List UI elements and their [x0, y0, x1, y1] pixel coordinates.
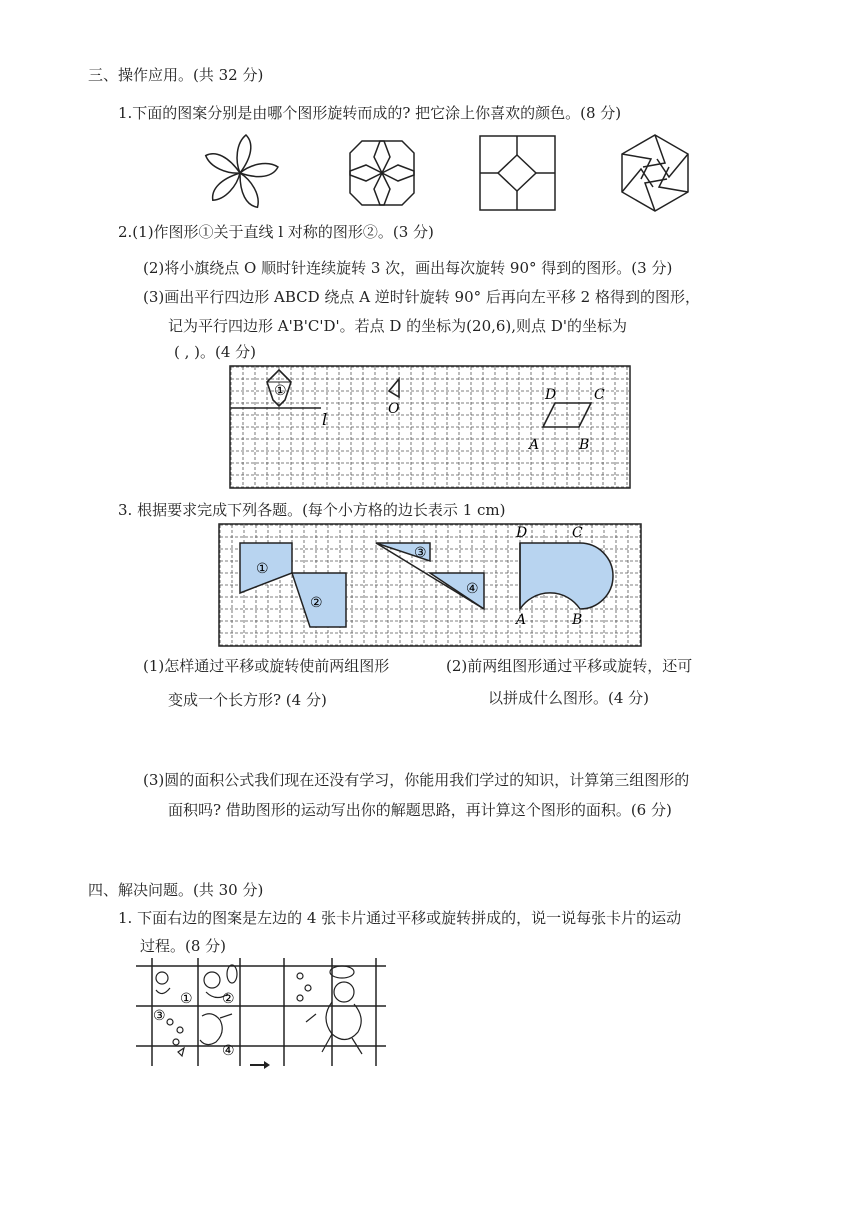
question-3-2-part1: 2.(1)作图形①关于直线 l 对称的图形②。(3 分): [118, 223, 434, 241]
cross-pattern: [350, 141, 414, 205]
label-d: D: [516, 525, 528, 541]
shape-3-label: ③: [414, 545, 427, 561]
question-3-2-part3-line1: (3)画出平行四边形 ABCD 绕点 A 逆时针旋转 90° 后再向左平移 2 格得到的图形，: [143, 288, 700, 306]
label-c: C: [572, 525, 583, 541]
flag-shape: [389, 379, 399, 397]
question-3-3-intro: 3. 根据要求完成下列各题。(每个小方格的边长表示 1 cm): [118, 501, 506, 519]
card-puzzle-figure: [136, 958, 386, 1070]
label-c: C: [594, 387, 605, 403]
assembled-picture: [297, 966, 362, 1054]
question-3-3-sub2-line1: (2)前两组图形通过平移或旋转，还可: [446, 657, 693, 675]
question-4-1-line2: 过程。(8 分): [140, 937, 227, 955]
question-3-3-sub1-line1: (1)怎样通过平移或旋转使前两组图形: [143, 657, 390, 675]
translation-shapes-grid: [218, 523, 642, 647]
label-a: A: [516, 612, 527, 628]
section3-heading: 三、操作应用。(共 32 分): [88, 66, 264, 84]
label-a: A: [529, 437, 540, 453]
shape-2-label: ②: [310, 595, 323, 611]
question-3-1: 1.下面的图案分别是由哪个图形旋转而成的? 把它涂上你喜欢的颜色。(8 分): [118, 104, 622, 122]
card-1: [156, 972, 170, 994]
label-b: B: [572, 612, 583, 628]
question-3-2-part2: (2)将小旗绕点 O 顺时针连续旋转 3 次，画出每次旋转 90° 得到的图形。(3 分): [143, 259, 673, 277]
card-3-label: ③: [153, 1008, 166, 1024]
line-l-label: l: [322, 410, 328, 429]
shape-4-label: ④: [466, 581, 479, 597]
section4-heading: 四、解决问题。(共 30 分): [88, 881, 264, 899]
question-3-3-sub2-line2: 以拼成什么图形。(4 分): [488, 689, 650, 707]
card-1-label: ①: [180, 991, 193, 1007]
hexagon-pattern: [622, 135, 688, 211]
square-diamond-pattern: [480, 136, 555, 210]
question-3-2-part3-line2: 记为平行四边形 A'B'C'D'。若点 D 的坐标为(20,6),则点 D'的坐标为: [168, 317, 627, 335]
question-3-3-sub3-line2: 面积吗? 借助图形的运动写出你的解题思路，再计算这个图形的面积。(6 分): [168, 801, 672, 819]
question-3-3-sub3-line1: (3)圆的面积公式我们现在还没有学习，你能用我们学过的知识，计算第三组图形的: [143, 771, 690, 789]
card-4: [200, 1014, 232, 1045]
label-d: D: [545, 387, 557, 403]
question-3-2-part3-line3: ( , )。(4 分): [174, 343, 257, 361]
question-3-3-sub1-line2: 变成一个长方形? (4 分): [168, 691, 327, 709]
card-3: [167, 1019, 184, 1056]
card-4-label: ④: [222, 1043, 235, 1059]
arch-shape: [520, 543, 613, 609]
symmetry-rotation-grid: [229, 365, 633, 489]
point-o-label: O: [388, 401, 400, 417]
question-4-1-line1: 1. 下面右边的图案是左边的 4 张卡片通过平移或旋转拼成的，说一说每张卡片的运动: [118, 909, 682, 927]
pinwheel-pattern: [203, 135, 280, 210]
card-2-label: ②: [222, 991, 235, 1007]
shape-1-label: ①: [256, 561, 269, 577]
right-arrow: [250, 1061, 270, 1069]
rotation-patterns-figure: [200, 133, 720, 213]
shape-1-label: ①: [274, 383, 287, 399]
label-b: B: [579, 437, 590, 453]
